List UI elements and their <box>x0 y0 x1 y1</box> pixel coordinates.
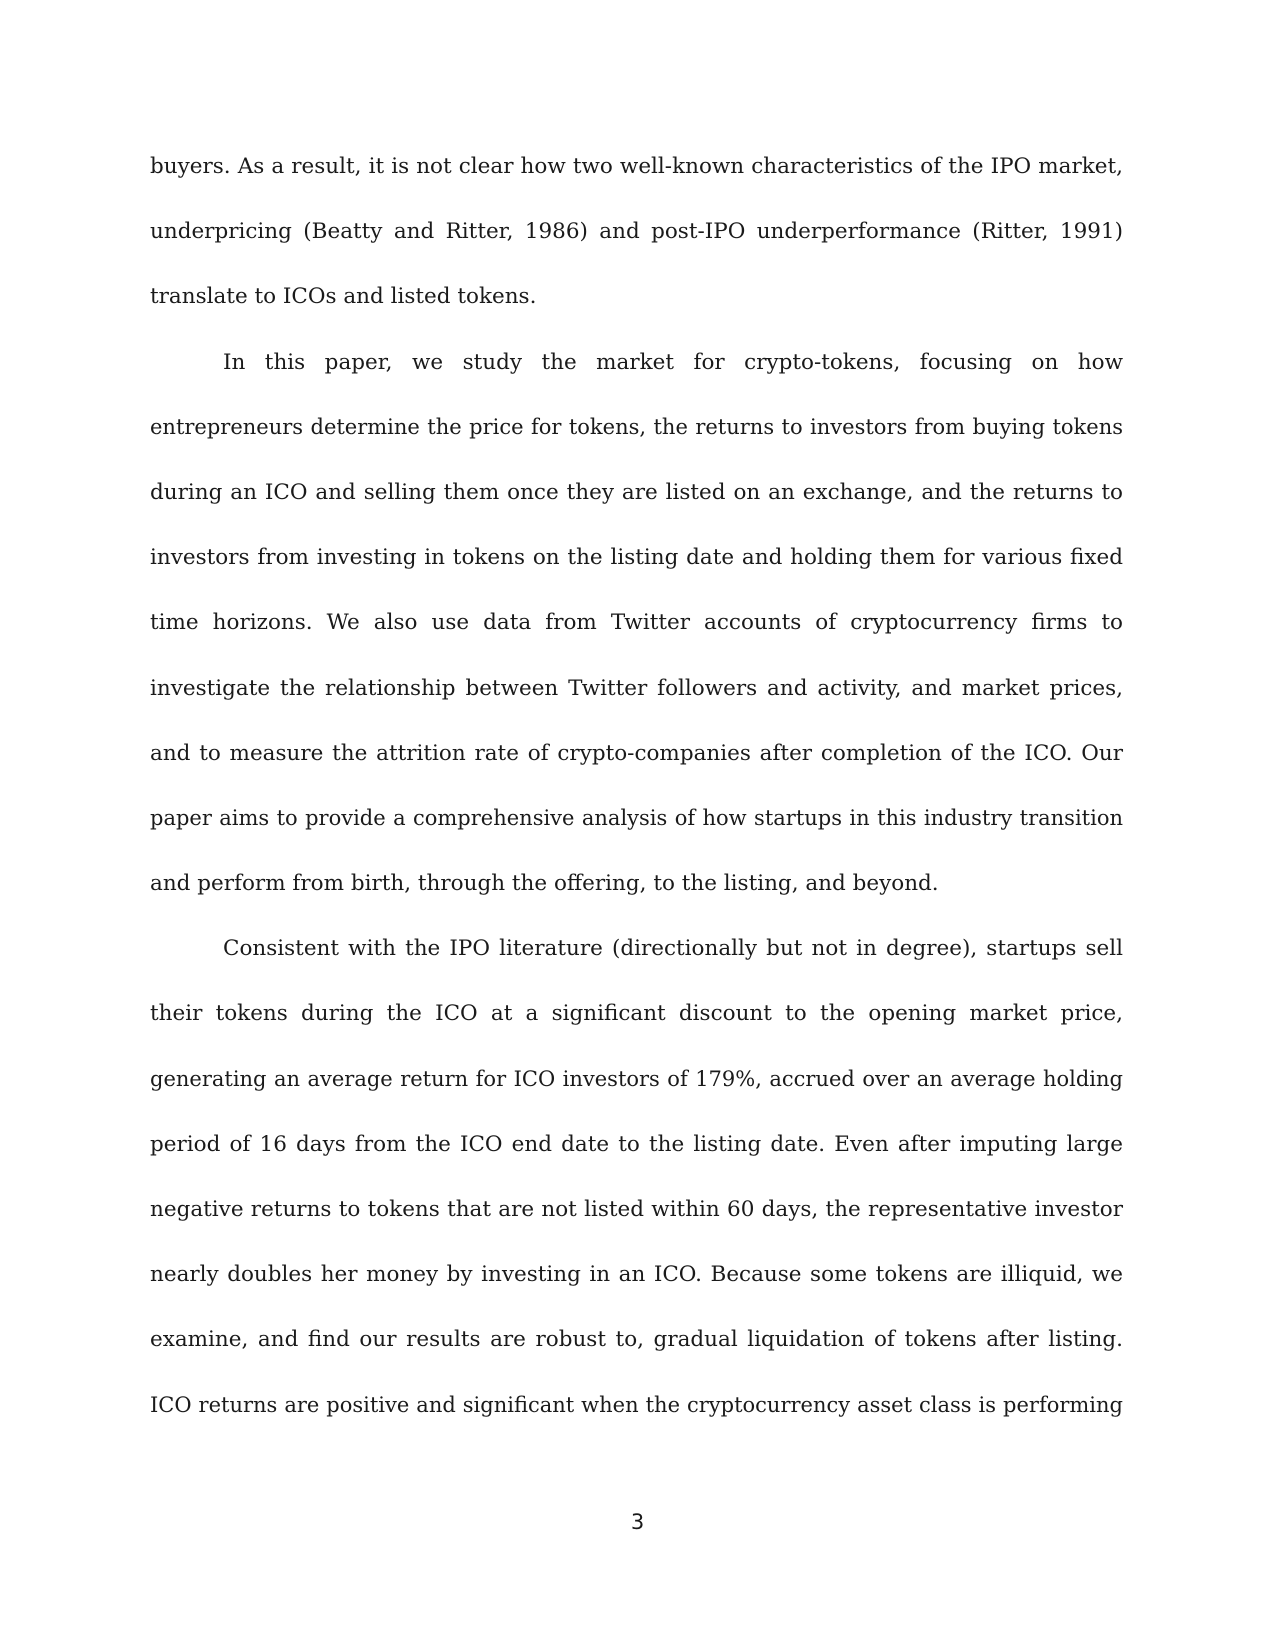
text-line: underpricing (Beatty and Ritter, 1986) and post-IPO underperformance (Ritter, 1991) <box>150 219 1123 245</box>
text-line: paper aims to provide a comprehensive analysis of how startups in this industry transition <box>150 805 1123 830</box>
text-line: time horizons. We also use data from Twitter accounts of cryptocurrency firms to <box>150 610 1123 636</box>
text-line: generating an average return for ICO investors of 179%, accrued over an average holding <box>150 1066 1123 1091</box>
text-line: examine, and find our results are robust to, gradual liquidation of tokens after listing. <box>150 1327 1123 1353</box>
text-line: ICO returns are positive and significant when the cryptocurrency asset class is performing <box>150 1392 1123 1417</box>
paragraph <box>150 916 1123 1438</box>
text-line: during an ICO and selling them once they are listed on an exchange, and the returns to <box>150 479 1123 505</box>
text-line: In this paper, we study the market for crypto-tokens, focusing on how <box>223 349 1123 375</box>
text-line: negative returns to tokens that are not listed within 60 days, the representative investor <box>150 1197 1123 1222</box>
paragraph <box>150 330 1123 917</box>
page-number: 3 <box>630 1510 645 1534</box>
text-line: nearly doubles her money by investing in an ICO. Because some tokens are illiquid, we <box>150 1262 1123 1288</box>
body-text <box>150 134 1123 1438</box>
text-line: buyers. As a result, it is not clear how two well-known characteristics of the IPO market, <box>150 154 1123 179</box>
text-line: period of 16 days from the ICO end date to the listing date. Even after imputing large <box>150 1131 1123 1157</box>
text-line: entrepreneurs determine the price for tokens, the returns to investors from buying tokens <box>150 414 1123 439</box>
paragraph <box>150 134 1123 330</box>
text-line: investigate the relationship between Twitter followers and activity, and market prices, <box>150 675 1123 701</box>
text-line: investors from investing in tokens on the listing date and holding them for various fixed <box>150 545 1123 571</box>
text-line: their tokens during the ICO at a significant discount to the opening market price, <box>150 1001 1123 1027</box>
text-line: and perform from birth, through the offering, to the listing, and beyond. <box>150 871 939 897</box>
text-line: and to measure the attrition rate of crypto-companies after completion of the ICO. Our <box>150 740 1123 766</box>
text-line: translate to ICOs and listed tokens. <box>150 284 537 310</box>
text-line: Consistent with the IPO literature (directionally but not in degree), startups sell <box>223 936 1123 962</box>
